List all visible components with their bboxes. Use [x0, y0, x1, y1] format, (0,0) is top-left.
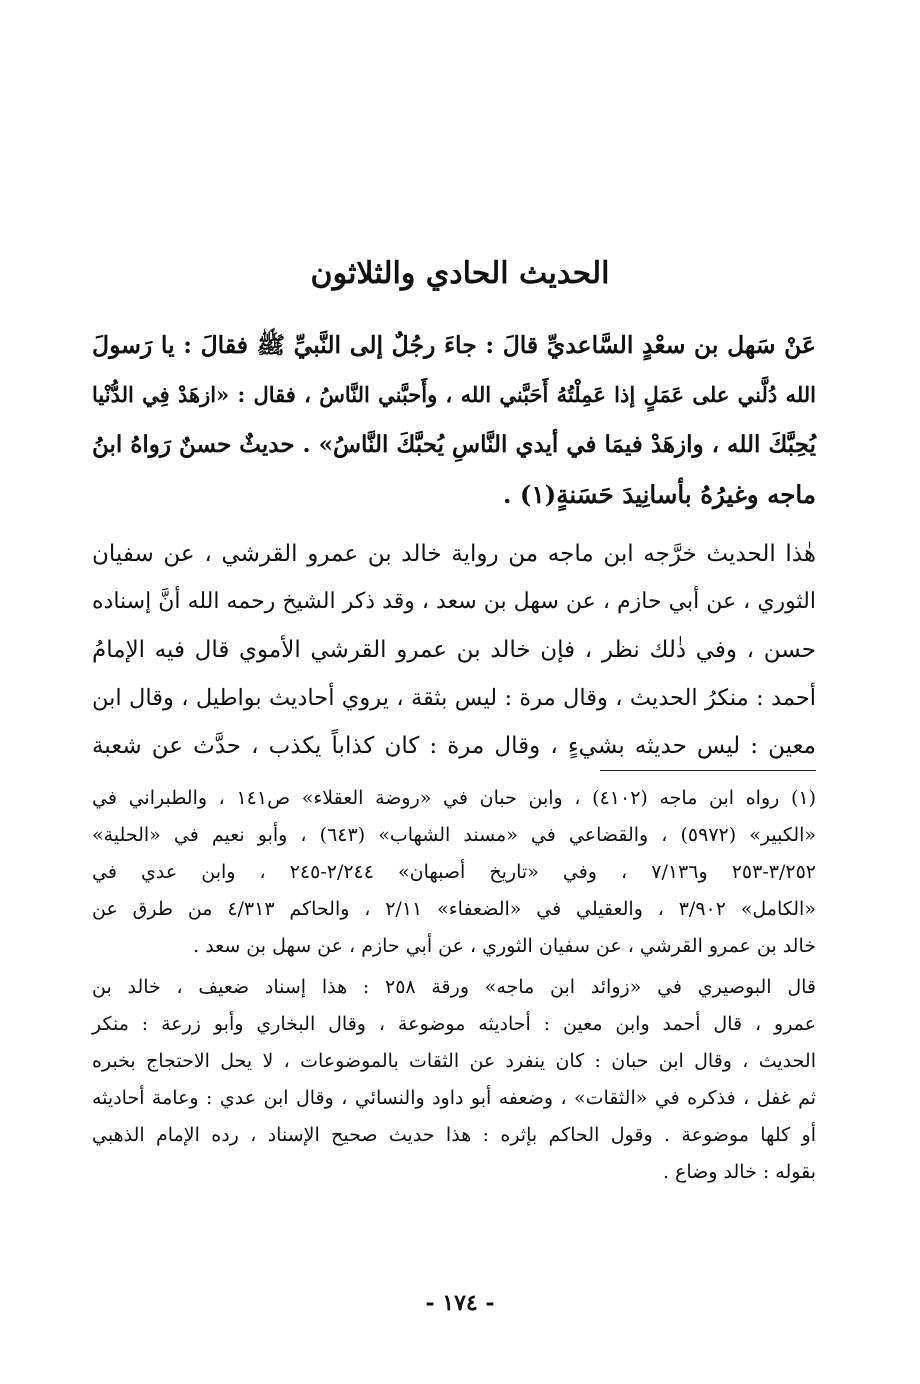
footnote-line: ٣/٢٥٢-٢٥٣ و٧/١٣٦ ، وفي «تاريخ أصبهان» ٢/٢٤٤-٢٤٥ ، وابن عدي في [92, 861, 816, 883]
commentary-line: حسن ، وفي ذٰلك نظر ، فإن خالد بن عمرو القرشي الأموي قال فيه الإمامُ [92, 637, 816, 663]
hadith-line: عَنْ سَهل بن سعْدٍ السَّاعديِّ قالَ : جاءَ رجُلٌ إلى النَّبيِّ ﷺ فقالَ : يا رَسولَ [92, 331, 816, 359]
hadith-text [92, 320, 816, 520]
footnote-line: عمرو ، قال أحمد وابن معين : أحاديثه موضوعة ، وقال البخاري وأبو زرعة : منكر [92, 1013, 816, 1035]
page-title: الحديث الحادي والثلاثون [310, 256, 610, 291]
footnote-divider [600, 770, 816, 771]
footnote-line: قال البوصيري في «زوائد ابن ماجه» ورقة ٢٥٨ : هذا إسناد ضعيف ، خالد بن [92, 976, 816, 998]
footnote-line: الحديث ، وقال ابن حبان : كان ينفرد عن الثقات بالموضوعات ، لا يحل الاحتجاج بخبره [92, 1050, 816, 1072]
commentary-line: هٰذا الحديث خرَّجه ابن ماجه من رواية خالد بن عمرو القرشي ، عن سفيان [92, 541, 816, 567]
commentary-text [92, 530, 816, 770]
footnote-line: أو كلها موضوعة . وقول الحاكم بإثره : هذا حديث صحيح الإسناد ، رده الإمام الذهبي [92, 1124, 816, 1146]
commentary-line: الثوري ، عن أبي حازم ، عن سهل بن سعد ، وقد ذكر الشيخ رحمه الله أنَّ إسناده [92, 589, 816, 614]
page-number: - ١٧٤ - [425, 1290, 495, 1316]
footnote-line: ثم غفل ، فذكره في «الثقات» ، وضعفه أبو داود والنسائي ، وقال ابن عدي : وعامة أحاديثه [92, 1087, 816, 1109]
hadith-line: ماجه وغيرُهُ بأسانِيدَ حَسَنةٍ(١) . [502, 480, 816, 509]
footnote-line: (١) رواه ابن ماجه (٤١٠٢) ، وابن حبان في «روضة العقلاء» ص١٤١ ، والطبراني في [92, 787, 816, 809]
footnotes [92, 780, 816, 1191]
footnote-line: «الكبير» (٥٩٧٢) ، والقضاعي في «مسند الشهاب» (٦٤٣) ، وأبو نعيم في «الحلية» [92, 824, 817, 846]
commentary-line: معين : ليس حديثه بشيءٍ ، وقال مرة : كان كذاباً يكذب ، حدَّث عن شعبة [92, 733, 816, 759]
hadith-line: الله دُلَّني على عَمَلٍ إذا عَمِلْتُهُ أَحَبَّني الله ، وأَحبَّني النَّاسُ ، فقال : «ازهَدْ فِي الدُّنْيا [92, 382, 816, 407]
footnote-line: خالد بن عمرو القرشي ، عن سفيان الثوري ، عن أبي حازم ، عن سهل بن سعد . [193, 935, 816, 957]
commentary-line: أحمد : منكرُ الحديث ، وقال مرة : ليس بثقة ، يروي أحاديث بواطيل ، وقال ابن [92, 685, 816, 711]
footnote-paragraph [92, 780, 816, 965]
footnote-paragraph [92, 969, 816, 1191]
footnote-line: بقوله : خالد وضاع . [662, 1161, 816, 1183]
footnote-line: «الكامل» ٣/٩٠٢ ، والعقيلي في «الضعفاء» ٢/١١ ، والحاكم ٤/٣١٣ من طرق عن [92, 898, 816, 920]
hadith-line: يُحِبَّكَ الله ، وازهَدْ فيمَا في أيدي النَّاسِ يُحبَّكَ النَّاسُ» . حديثٌ حسنٌ رَواهُ ابنُ [92, 431, 816, 458]
